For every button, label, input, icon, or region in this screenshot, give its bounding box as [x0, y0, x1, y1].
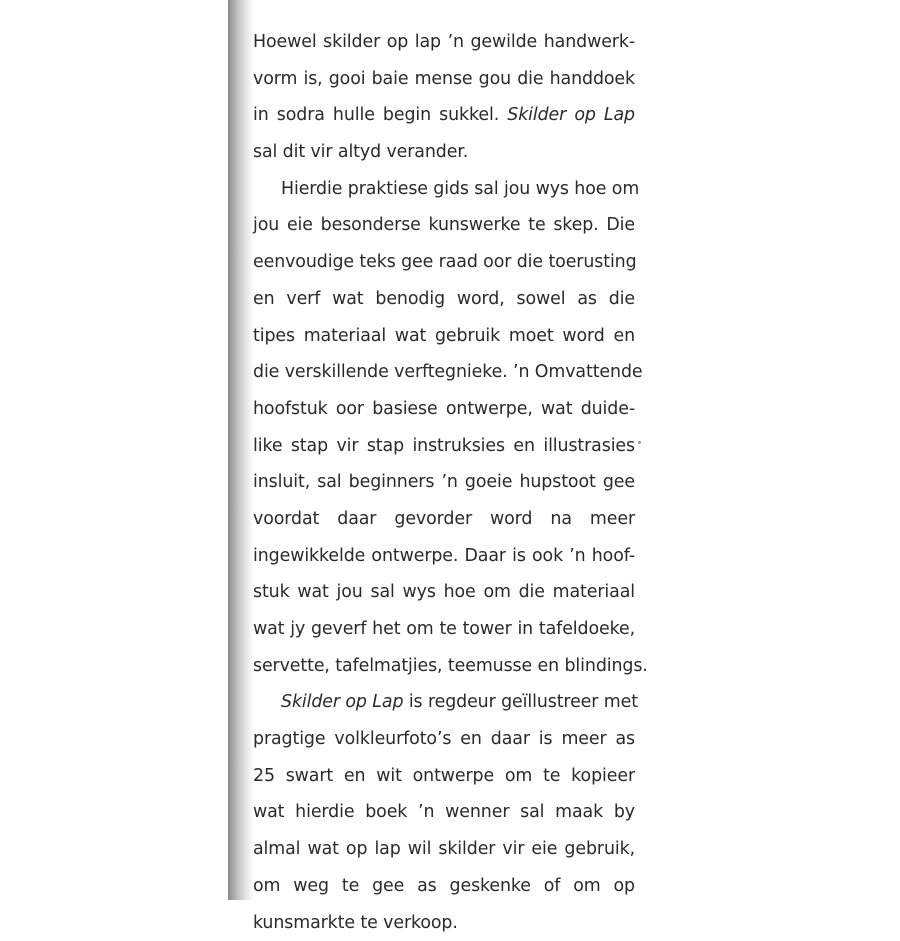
- text-line: wat jy geverf het om te tower in tafeldoeke,: [253, 611, 635, 648]
- paragraph-3: [253, 684, 635, 941]
- text-line: stuk wat jou sal wys hoe om die materiaal: [253, 574, 635, 611]
- text-line: om weg te gee as geskenke of om op: [253, 868, 635, 905]
- text-line: in sodra hulle begin sukkel. Skilder op Lap: [253, 97, 635, 134]
- page-spine-shadow: [228, 0, 254, 900]
- text-column: [253, 24, 635, 941]
- book-title-italic: Skilder op Lap: [281, 692, 403, 712]
- text-line: insluit, sal beginners ’n goeie hupstoot gee: [253, 464, 635, 501]
- text-line: Hoewel skilder op lap ’n gewilde handwerk-: [253, 24, 635, 61]
- paper-speck: [638, 441, 641, 444]
- text-line: die verskillende verftegnieke. ’n Omvattende: [253, 354, 635, 391]
- text-line: ingewikkelde ontwerpe. Daar is ook ’n hoof-: [253, 538, 635, 575]
- text-line: kunsmarkte te verkoop.: [253, 905, 635, 941]
- text-line: 25 swart en wit ontwerpe om te kopieer: [253, 758, 635, 795]
- text-line: hoofstuk oor basiese ontwerpe, wat duide-: [253, 391, 635, 428]
- text-line: servette, tafelmatjies, teemusse en blindings.: [253, 648, 635, 685]
- text-line: sal dit vir altyd verander.: [253, 134, 635, 171]
- text-line: pragtige volkleurfoto’s en daar is meer as: [253, 721, 635, 758]
- text-line: vorm is, gooi baie mense gou die handdoek: [253, 61, 635, 98]
- book-title-italic: Skilder op Lap: [507, 105, 635, 125]
- text-line: eenvoudige teks gee raad oor die toerusting: [253, 244, 635, 281]
- text-line: tipes materiaal wat gebruik moet word en: [253, 318, 635, 355]
- paragraph-2: [253, 171, 635, 685]
- paragraph-1: [253, 24, 635, 171]
- text-line: almal wat op lap wil skilder vir eie gebruik,: [253, 831, 635, 868]
- text-line: like stap vir stap instruksies en illustrasies: [253, 428, 635, 465]
- text-line: en verf wat benodig word, sowel as die: [253, 281, 635, 318]
- text-line: jou eie besonderse kunswerke te skep. Die: [253, 207, 635, 244]
- text-line: wat hierdie boek ’n wenner sal maak by: [253, 794, 635, 831]
- text-line: Hierdie praktiese gids sal jou wys hoe om: [253, 171, 635, 208]
- text-line: Skilder op Lap is regdeur geïllustreer met: [253, 684, 635, 721]
- text-line: voordat daar gevorder word na meer: [253, 501, 635, 538]
